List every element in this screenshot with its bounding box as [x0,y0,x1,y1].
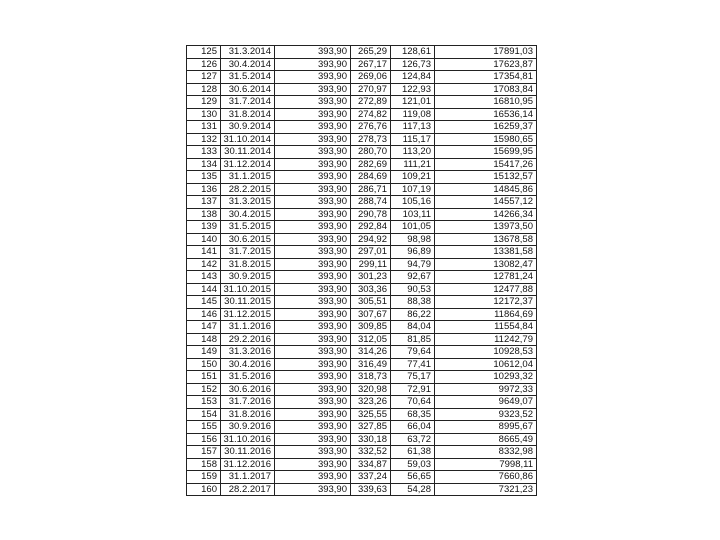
cell-payment-amount: 393,90 [275,258,351,271]
cell-remaining-balance: 11242,79 [435,333,537,346]
cell-remaining-balance: 9972,33 [435,383,537,396]
cell-principal-part: 309,85 [351,321,391,334]
cell-payment-amount: 393,90 [275,458,351,471]
table-row [187,471,537,484]
cell-installment-number: 131 [187,121,221,134]
cell-interest-part: 54,28 [391,483,435,496]
cell-principal-part: 274,82 [351,108,391,121]
cell-due-date: 30.11.2016 [221,446,275,459]
cell-payment-amount: 393,90 [275,121,351,134]
cell-interest-part: 111,21 [391,158,435,171]
cell-remaining-balance: 10928,53 [435,346,537,359]
cell-installment-number: 156 [187,433,221,446]
cell-interest-part: 121,01 [391,96,435,109]
cell-principal-part: 294,92 [351,233,391,246]
cell-remaining-balance: 13082,47 [435,258,537,271]
cell-due-date: 29.2.2016 [221,333,275,346]
cell-remaining-balance: 17354,81 [435,71,537,84]
cell-principal-part: 307,67 [351,308,391,321]
table-row [187,433,537,446]
cell-due-date: 31.10.2014 [221,133,275,146]
table-row [187,358,537,371]
cell-principal-part: 284,69 [351,171,391,184]
cell-due-date: 31.7.2014 [221,96,275,109]
cell-remaining-balance: 13678,58 [435,233,537,246]
cell-installment-number: 138 [187,208,221,221]
cell-interest-part: 98,98 [391,233,435,246]
cell-installment-number: 144 [187,283,221,296]
cell-payment-amount: 393,90 [275,171,351,184]
cell-principal-part: 272,89 [351,96,391,109]
cell-installment-number: 150 [187,358,221,371]
table-row [187,283,537,296]
cell-remaining-balance: 10293,32 [435,371,537,384]
cell-principal-part: 280,70 [351,146,391,159]
cell-due-date: 28.2.2017 [221,483,275,496]
cell-payment-amount: 393,90 [275,246,351,259]
cell-payment-amount: 393,90 [275,283,351,296]
cell-remaining-balance: 8332,98 [435,446,537,459]
cell-payment-amount: 393,90 [275,133,351,146]
cell-principal-part: 292,84 [351,221,391,234]
cell-due-date: 30.11.2015 [221,296,275,309]
cell-interest-part: 113,20 [391,146,435,159]
cell-interest-part: 61,38 [391,446,435,459]
table-row [187,171,537,184]
cell-interest-part: 79,64 [391,346,435,359]
cell-interest-part: 122,93 [391,83,435,96]
cell-payment-amount: 393,90 [275,346,351,359]
cell-principal-part: 305,51 [351,296,391,309]
cell-payment-amount: 393,90 [275,296,351,309]
table-row [187,158,537,171]
cell-due-date: 30.9.2015 [221,271,275,284]
cell-due-date: 31.8.2016 [221,408,275,421]
table-row [187,121,537,134]
cell-principal-part: 301,23 [351,271,391,284]
cell-due-date: 31.7.2015 [221,246,275,259]
amortization-table [186,45,537,496]
cell-installment-number: 139 [187,221,221,234]
cell-principal-part: 297,01 [351,246,391,259]
cell-interest-part: 124,84 [391,71,435,84]
cell-remaining-balance: 12477,88 [435,283,537,296]
table-row [187,408,537,421]
cell-due-date: 31.1.2016 [221,321,275,334]
cell-payment-amount: 393,90 [275,146,351,159]
cell-payment-amount: 393,90 [275,46,351,59]
cell-principal-part: 337,24 [351,471,391,484]
cell-due-date: 28.2.2015 [221,183,275,196]
cell-remaining-balance: 15699,95 [435,146,537,159]
cell-due-date: 31.3.2015 [221,196,275,209]
cell-installment-number: 152 [187,383,221,396]
cell-payment-amount: 393,90 [275,358,351,371]
cell-remaining-balance: 13381,58 [435,246,537,259]
cell-interest-part: 119,08 [391,108,435,121]
cell-interest-part: 56,65 [391,471,435,484]
cell-installment-number: 136 [187,183,221,196]
cell-installment-number: 134 [187,158,221,171]
cell-interest-part: 88,38 [391,296,435,309]
cell-principal-part: 334,87 [351,458,391,471]
cell-installment-number: 140 [187,233,221,246]
cell-remaining-balance: 8995,67 [435,421,537,434]
cell-installment-number: 141 [187,246,221,259]
cell-principal-part: 269,06 [351,71,391,84]
cell-principal-part: 288,74 [351,196,391,209]
cell-remaining-balance: 16810,95 [435,96,537,109]
cell-interest-part: 66,04 [391,421,435,434]
table-row [187,321,537,334]
cell-remaining-balance: 11864,69 [435,308,537,321]
amortization-table-body [187,46,537,496]
cell-interest-part: 59,03 [391,458,435,471]
cell-payment-amount: 393,90 [275,71,351,84]
cell-principal-part: 299,11 [351,258,391,271]
cell-interest-part: 75,17 [391,371,435,384]
table-row [187,296,537,309]
cell-installment-number: 143 [187,271,221,284]
cell-remaining-balance: 12172,37 [435,296,537,309]
cell-interest-part: 84,04 [391,321,435,334]
cell-remaining-balance: 7660,86 [435,471,537,484]
table-row [187,446,537,459]
table-row [187,133,537,146]
table-row [187,483,537,496]
cell-principal-part: 327,85 [351,421,391,434]
cell-due-date: 30.11.2014 [221,146,275,159]
cell-interest-part: 68,35 [391,408,435,421]
cell-installment-number: 158 [187,458,221,471]
cell-interest-part: 103,11 [391,208,435,221]
table-row [187,371,537,384]
cell-payment-amount: 393,90 [275,233,351,246]
cell-due-date: 31.12.2016 [221,458,275,471]
cell-due-date: 31.3.2014 [221,46,275,59]
cell-installment-number: 159 [187,471,221,484]
cell-installment-number: 133 [187,146,221,159]
cell-interest-part: 70,64 [391,396,435,409]
cell-principal-part: 278,73 [351,133,391,146]
cell-principal-part: 325,55 [351,408,391,421]
cell-interest-part: 72,91 [391,383,435,396]
table-row [187,46,537,59]
cell-payment-amount: 393,90 [275,396,351,409]
cell-installment-number: 142 [187,258,221,271]
cell-due-date: 30.9.2014 [221,121,275,134]
cell-installment-number: 145 [187,296,221,309]
cell-installment-number: 137 [187,196,221,209]
cell-payment-amount: 393,90 [275,446,351,459]
cell-due-date: 30.4.2014 [221,58,275,71]
cell-payment-amount: 393,90 [275,96,351,109]
cell-principal-part: 316,49 [351,358,391,371]
cell-principal-part: 282,69 [351,158,391,171]
cell-due-date: 31.7.2016 [221,396,275,409]
cell-interest-part: 105,16 [391,196,435,209]
cell-payment-amount: 393,90 [275,471,351,484]
cell-remaining-balance: 8665,49 [435,433,537,446]
cell-due-date: 31.5.2015 [221,221,275,234]
cell-principal-part: 303,36 [351,283,391,296]
cell-due-date: 30.4.2015 [221,208,275,221]
cell-payment-amount: 393,90 [275,196,351,209]
cell-principal-part: 267,17 [351,58,391,71]
cell-principal-part: 265,29 [351,46,391,59]
cell-remaining-balance: 7998,11 [435,458,537,471]
cell-interest-part: 101,05 [391,221,435,234]
table-row [187,458,537,471]
cell-installment-number: 132 [187,133,221,146]
cell-remaining-balance: 16536,14 [435,108,537,121]
cell-principal-part: 270,97 [351,83,391,96]
table-row [187,421,537,434]
cell-remaining-balance: 15980,65 [435,133,537,146]
cell-installment-number: 135 [187,171,221,184]
cell-remaining-balance: 16259,37 [435,121,537,134]
cell-installment-number: 154 [187,408,221,421]
cell-interest-part: 90,53 [391,283,435,296]
cell-principal-part: 312,05 [351,333,391,346]
cell-payment-amount: 393,90 [275,221,351,234]
cell-payment-amount: 393,90 [275,58,351,71]
cell-interest-part: 94,79 [391,258,435,271]
cell-due-date: 31.1.2017 [221,471,275,484]
table-row [187,233,537,246]
cell-remaining-balance: 14266,34 [435,208,537,221]
cell-remaining-balance: 7321,23 [435,483,537,496]
cell-payment-amount: 393,90 [275,83,351,96]
cell-due-date: 31.5.2014 [221,71,275,84]
table-row [187,246,537,259]
cell-interest-part: 77,41 [391,358,435,371]
cell-principal-part: 320,98 [351,383,391,396]
cell-installment-number: 149 [187,346,221,359]
cell-principal-part: 314,26 [351,346,391,359]
cell-installment-number: 160 [187,483,221,496]
cell-remaining-balance: 17623,87 [435,58,537,71]
cell-remaining-balance: 17891,03 [435,46,537,59]
cell-payment-amount: 393,90 [275,158,351,171]
cell-due-date: 30.6.2014 [221,83,275,96]
cell-installment-number: 148 [187,333,221,346]
cell-due-date: 31.12.2014 [221,158,275,171]
cell-principal-part: 290,78 [351,208,391,221]
table-row [187,108,537,121]
cell-payment-amount: 393,90 [275,108,351,121]
cell-installment-number: 130 [187,108,221,121]
cell-installment-number: 128 [187,83,221,96]
cell-installment-number: 157 [187,446,221,459]
cell-interest-part: 96,89 [391,246,435,259]
cell-installment-number: 147 [187,321,221,334]
cell-remaining-balance: 15417,26 [435,158,537,171]
cell-principal-part: 323,26 [351,396,391,409]
cell-installment-number: 155 [187,421,221,434]
cell-interest-part: 63,72 [391,433,435,446]
table-row [187,396,537,409]
cell-remaining-balance: 17083,84 [435,83,537,96]
cell-payment-amount: 393,90 [275,371,351,384]
cell-principal-part: 276,76 [351,121,391,134]
cell-due-date: 30.9.2016 [221,421,275,434]
cell-interest-part: 117,13 [391,121,435,134]
cell-due-date: 31.5.2016 [221,371,275,384]
cell-interest-part: 109,21 [391,171,435,184]
table-row [187,221,537,234]
table-row [187,383,537,396]
cell-due-date: 31.8.2015 [221,258,275,271]
table-row [187,58,537,71]
cell-due-date: 30.6.2016 [221,383,275,396]
table-row [187,333,537,346]
cell-payment-amount: 393,90 [275,483,351,496]
cell-remaining-balance: 14845,86 [435,183,537,196]
cell-installment-number: 127 [187,71,221,84]
table-row [187,346,537,359]
table-row [187,96,537,109]
cell-payment-amount: 393,90 [275,183,351,196]
table-row [187,83,537,96]
cell-installment-number: 153 [187,396,221,409]
cell-due-date: 31.1.2015 [221,171,275,184]
cell-payment-amount: 393,90 [275,271,351,284]
cell-interest-part: 86,22 [391,308,435,321]
cell-installment-number: 151 [187,371,221,384]
cell-remaining-balance: 12781,24 [435,271,537,284]
cell-principal-part: 339,63 [351,483,391,496]
table-row [187,71,537,84]
cell-principal-part: 332,52 [351,446,391,459]
table-row [187,196,537,209]
table-row [187,271,537,284]
cell-remaining-balance: 11554,84 [435,321,537,334]
cell-interest-part: 115,17 [391,133,435,146]
cell-payment-amount: 393,90 [275,333,351,346]
cell-interest-part: 92,67 [391,271,435,284]
cell-remaining-balance: 14557,12 [435,196,537,209]
cell-remaining-balance: 10612,04 [435,358,537,371]
cell-payment-amount: 393,90 [275,433,351,446]
cell-payment-amount: 393,90 [275,408,351,421]
cell-interest-part: 81,85 [391,333,435,346]
cell-due-date: 31.10.2015 [221,283,275,296]
cell-payment-amount: 393,90 [275,321,351,334]
cell-due-date: 30.4.2016 [221,358,275,371]
cell-principal-part: 318,73 [351,371,391,384]
cell-due-date: 31.12.2015 [221,308,275,321]
cell-payment-amount: 393,90 [275,308,351,321]
cell-interest-part: 128,61 [391,46,435,59]
cell-installment-number: 126 [187,58,221,71]
table-row [187,308,537,321]
cell-remaining-balance: 9323,52 [435,408,537,421]
cell-remaining-balance: 13973,50 [435,221,537,234]
cell-interest-part: 126,73 [391,58,435,71]
cell-due-date: 31.10.2016 [221,433,275,446]
table-row [187,183,537,196]
cell-installment-number: 146 [187,308,221,321]
cell-principal-part: 330,18 [351,433,391,446]
cell-payment-amount: 393,90 [275,421,351,434]
table-row [187,208,537,221]
cell-due-date: 31.8.2014 [221,108,275,121]
table-row [187,146,537,159]
cell-due-date: 31.3.2016 [221,346,275,359]
cell-payment-amount: 393,90 [275,383,351,396]
cell-installment-number: 129 [187,96,221,109]
cell-due-date: 30.6.2015 [221,233,275,246]
cell-remaining-balance: 15132,57 [435,171,537,184]
cell-payment-amount: 393,90 [275,208,351,221]
cell-principal-part: 286,71 [351,183,391,196]
cell-remaining-balance: 9649,07 [435,396,537,409]
table-row [187,258,537,271]
cell-installment-number: 125 [187,46,221,59]
cell-interest-part: 107,19 [391,183,435,196]
